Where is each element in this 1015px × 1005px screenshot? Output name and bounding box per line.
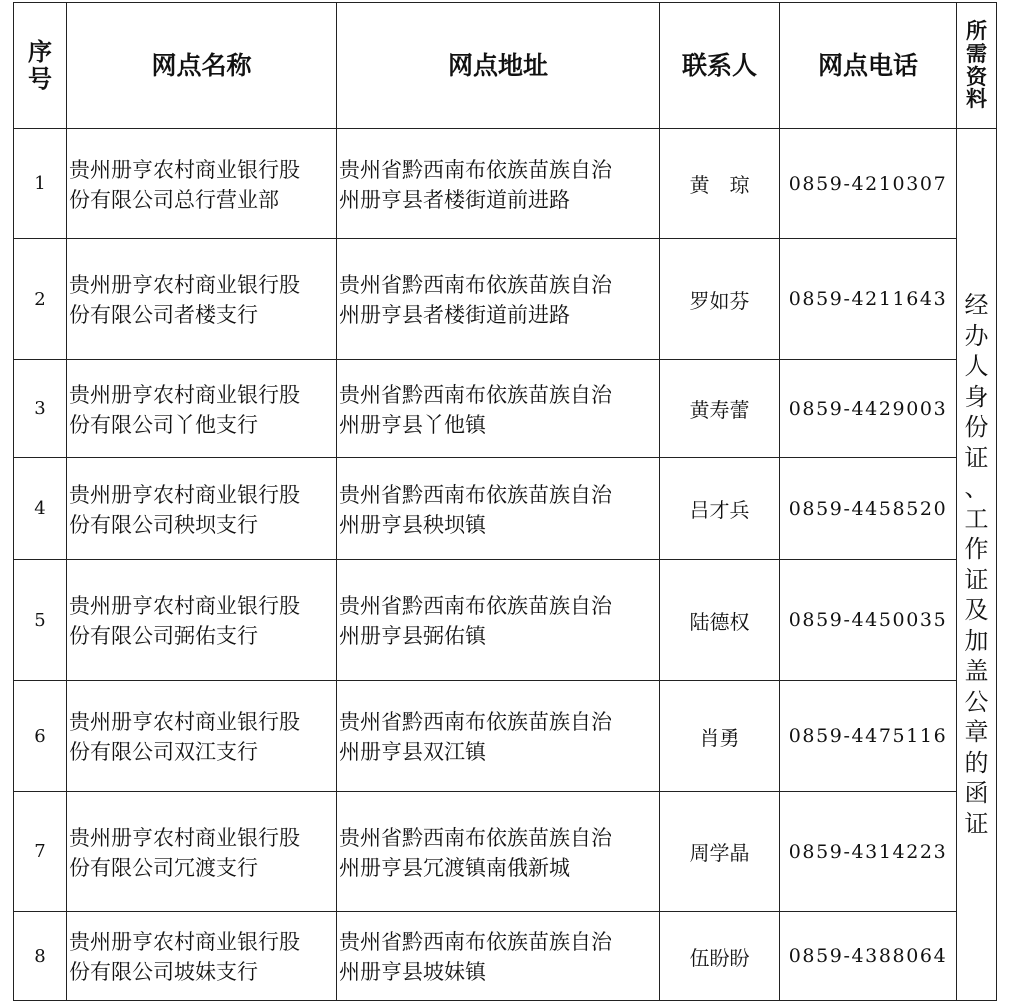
branch-phone: 0859-4210307 <box>780 129 957 239</box>
branch-address: 贵州省黔西南布依族苗族自治 州册亨县秧坝镇 <box>337 458 660 560</box>
contact-person: 吕才兵 <box>660 458 780 560</box>
table-row <box>14 792 997 912</box>
branch-phone: 0859-4458520 <box>780 458 957 560</box>
row-seq: 4 <box>14 458 67 560</box>
row-seq: 3 <box>14 360 67 458</box>
branch-name: 贵州册亨农村商业银行股 份有限公司双江支行 <box>67 681 337 792</box>
table-row <box>14 360 997 458</box>
header-row <box>14 3 997 129</box>
row-seq: 5 <box>14 560 67 681</box>
branch-phone: 0859-4388064 <box>780 912 957 1001</box>
branch-name: 贵州册亨农村商业银行股 份有限公司丫他支行 <box>67 360 337 458</box>
branch-name: 贵州册亨农村商业银行股 份有限公司冗渡支行 <box>67 792 337 912</box>
branch-address: 贵州省黔西南布依族苗族自治 州册亨县者楼街道前进路 <box>337 239 660 360</box>
branch-name: 贵州册亨农村商业银行股 份有限公司者楼支行 <box>67 239 337 360</box>
branch-address: 贵州省黔西南布依族苗族自治 州册亨县弼佑镇 <box>337 560 660 681</box>
branch-phone: 0859-4475116 <box>780 681 957 792</box>
row-seq: 6 <box>14 681 67 792</box>
table-row <box>14 681 997 792</box>
contact-person: 肖勇 <box>660 681 780 792</box>
header-materials: 所 需 资 料 <box>957 3 997 129</box>
branch-address: 贵州省黔西南布依族苗族自治 州册亨县坡妹镇 <box>337 912 660 1001</box>
row-seq: 7 <box>14 792 67 912</box>
branch-address: 贵州省黔西南布依族苗族自治 州册亨县冗渡镇南俄新城 <box>337 792 660 912</box>
table-row <box>14 129 997 239</box>
contact-person: 周学晶 <box>660 792 780 912</box>
branch-name: 贵州册亨农村商业银行股 份有限公司总行营业部 <box>67 129 337 239</box>
row-seq: 1 <box>14 129 67 239</box>
branch-name: 贵州册亨农村商业银行股 份有限公司坡妹支行 <box>67 912 337 1001</box>
row-seq: 2 <box>14 239 67 360</box>
table-row <box>14 458 997 560</box>
branch-address: 贵州省黔西南布依族苗族自治 州册亨县丫他镇 <box>337 360 660 458</box>
contact-person: 黄 琼 <box>660 129 780 239</box>
contact-person: 陆德权 <box>660 560 780 681</box>
header-address: 网点地址 <box>337 3 660 129</box>
contact-person: 伍盼盼 <box>660 912 780 1001</box>
contact-person: 黄寿蕾 <box>660 360 780 458</box>
table-row <box>14 560 997 681</box>
table-row <box>14 239 997 360</box>
branch-name: 贵州册亨农村商业银行股 份有限公司弼佑支行 <box>67 560 337 681</box>
header-contact: 联系人 <box>660 3 780 129</box>
branch-address: 贵州省黔西南布依族苗族自治 州册亨县者楼街道前进路 <box>337 129 660 239</box>
header-seq: 序 号 <box>14 3 67 129</box>
branch-phone: 0859-4314223 <box>780 792 957 912</box>
branch-address: 贵州省黔西南布依族苗族自治 州册亨县双江镇 <box>337 681 660 792</box>
row-seq: 8 <box>14 912 67 1001</box>
branch-table <box>13 2 997 1001</box>
header-phone: 网点电话 <box>780 3 957 129</box>
header-name: 网点名称 <box>67 3 337 129</box>
table-row <box>14 912 997 1001</box>
branch-phone: 0859-4429003 <box>780 360 957 458</box>
branch-phone: 0859-4450035 <box>780 560 957 681</box>
branch-name: 贵州册亨农村商业银行股 份有限公司秧坝支行 <box>67 458 337 560</box>
required-materials: 经 办 人 身 份 证 、 工 作 证 及 加 盖 公 章 的 函 证 <box>957 129 997 1001</box>
contact-person: 罗如芬 <box>660 239 780 360</box>
branch-phone: 0859-4211643 <box>780 239 957 360</box>
